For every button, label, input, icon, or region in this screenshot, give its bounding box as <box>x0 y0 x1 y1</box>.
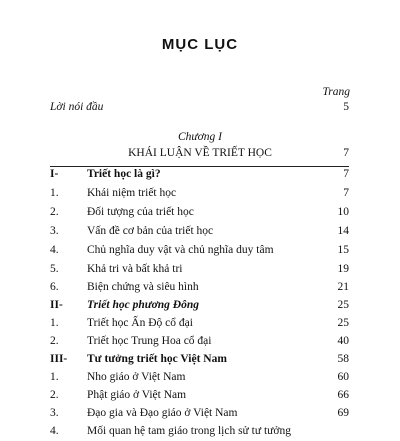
toc-entry-text: Tư tưởng triết học Việt Nam <box>87 353 227 365</box>
toc-entry-text: Khả tri và bất khả tri <box>87 263 183 275</box>
toc-entry-text: Đạo gia và Đạo giáo ở Việt Nam <box>87 407 238 419</box>
toc-entry-number: 3. <box>50 225 59 237</box>
toc-entry-text: Mối quan hệ tam giáo trong lịch sử tư tưởng <box>87 425 291 437</box>
toc-entry-row <box>50 407 349 423</box>
toc-entry-text: Triết học Trung Hoa cổ đại <box>87 335 212 347</box>
toc-entry-row <box>50 317 349 333</box>
toc-entry-page: 25 <box>337 317 349 329</box>
toc-entry-row <box>50 425 349 441</box>
toc-entry-page: 60 <box>337 371 349 383</box>
toc-entry-page: 10 <box>337 206 349 218</box>
preface-label: Lời nói đầu <box>50 101 104 113</box>
toc-entry-text: Đối tượng của triết học <box>87 206 194 218</box>
toc-entry-text: Triết học Ấn Độ cổ đại <box>87 317 193 329</box>
toc-entry-row <box>50 389 349 405</box>
toc-entry-number: 1. <box>50 317 59 329</box>
toc-entry-text: Khái niệm triết học <box>87 187 177 199</box>
toc-entry-number: III- <box>50 353 68 365</box>
toc-entry-text: Vấn đề cơ bản của triết học <box>87 225 214 237</box>
toc-section-row <box>50 299 349 315</box>
chapter-number: Chương I <box>177 131 223 143</box>
toc-entry-row <box>50 281 349 297</box>
toc-entry-row <box>50 335 349 351</box>
toc-entry-row <box>50 225 349 241</box>
toc-entry-page: 19 <box>337 263 349 275</box>
toc-entry-text: Biện chứng và siêu hình <box>87 281 199 293</box>
toc-entry-text: Chủ nghĩa duy vật và chủ nghĩa duy tâm <box>87 244 274 256</box>
toc-entry-row <box>50 187 349 203</box>
toc-entry-number: 2. <box>50 206 59 218</box>
toc-entry-number: 3. <box>50 407 59 419</box>
toc-entry-page: 21 <box>337 281 349 293</box>
page-title: MỤC LỤC <box>161 36 239 53</box>
toc-entry-page: 14 <box>337 225 349 237</box>
toc-entry-number: I- <box>50 168 59 180</box>
toc-entry-page: 66 <box>337 389 349 401</box>
toc-section-row <box>50 168 349 184</box>
toc-entry-row <box>50 263 349 279</box>
toc-entry-text: Phật giáo ở Việt Nam <box>87 389 187 401</box>
toc-entry-number: 4. <box>50 244 59 256</box>
toc-entry-text: Triết học là gì? <box>87 168 161 180</box>
toc-entry-row <box>50 206 349 222</box>
preface-page: 5 <box>343 101 349 113</box>
toc-entry-page: 69 <box>337 407 349 419</box>
toc-entry-number: II- <box>50 299 63 311</box>
page-column-label: Trang <box>322 86 350 98</box>
toc-entry-number: 2. <box>50 335 59 347</box>
toc-entry-page: 7 <box>343 168 349 180</box>
toc-entry-number: 1. <box>50 187 59 199</box>
toc-entry-number: 1. <box>50 371 59 383</box>
toc-entry-text: Nho giáo ở Việt Nam <box>87 371 186 383</box>
toc-entry-page: 7 <box>343 187 349 199</box>
toc-entry-row <box>50 244 349 260</box>
toc-entry-page: 40 <box>337 335 349 347</box>
toc-entry-row <box>50 371 349 387</box>
divider <box>50 166 349 167</box>
toc-entry-number: 4. <box>50 425 59 437</box>
toc-entry-number: 6. <box>50 281 59 293</box>
toc-entry-number: 5. <box>50 263 59 275</box>
toc-entry-page: 15 <box>337 244 349 256</box>
toc-entry-page: 25 <box>337 299 349 311</box>
toc-section-row <box>50 353 349 369</box>
chapter-title: KHÁI LUẬN VỀ TRIẾT HỌC <box>128 147 272 159</box>
toc-entry-page: 58 <box>337 353 349 365</box>
chapter-page: 7 <box>343 147 349 159</box>
toc-entry-text: Triết học phương Đông <box>87 299 199 311</box>
toc-entry-number: 2. <box>50 389 59 401</box>
